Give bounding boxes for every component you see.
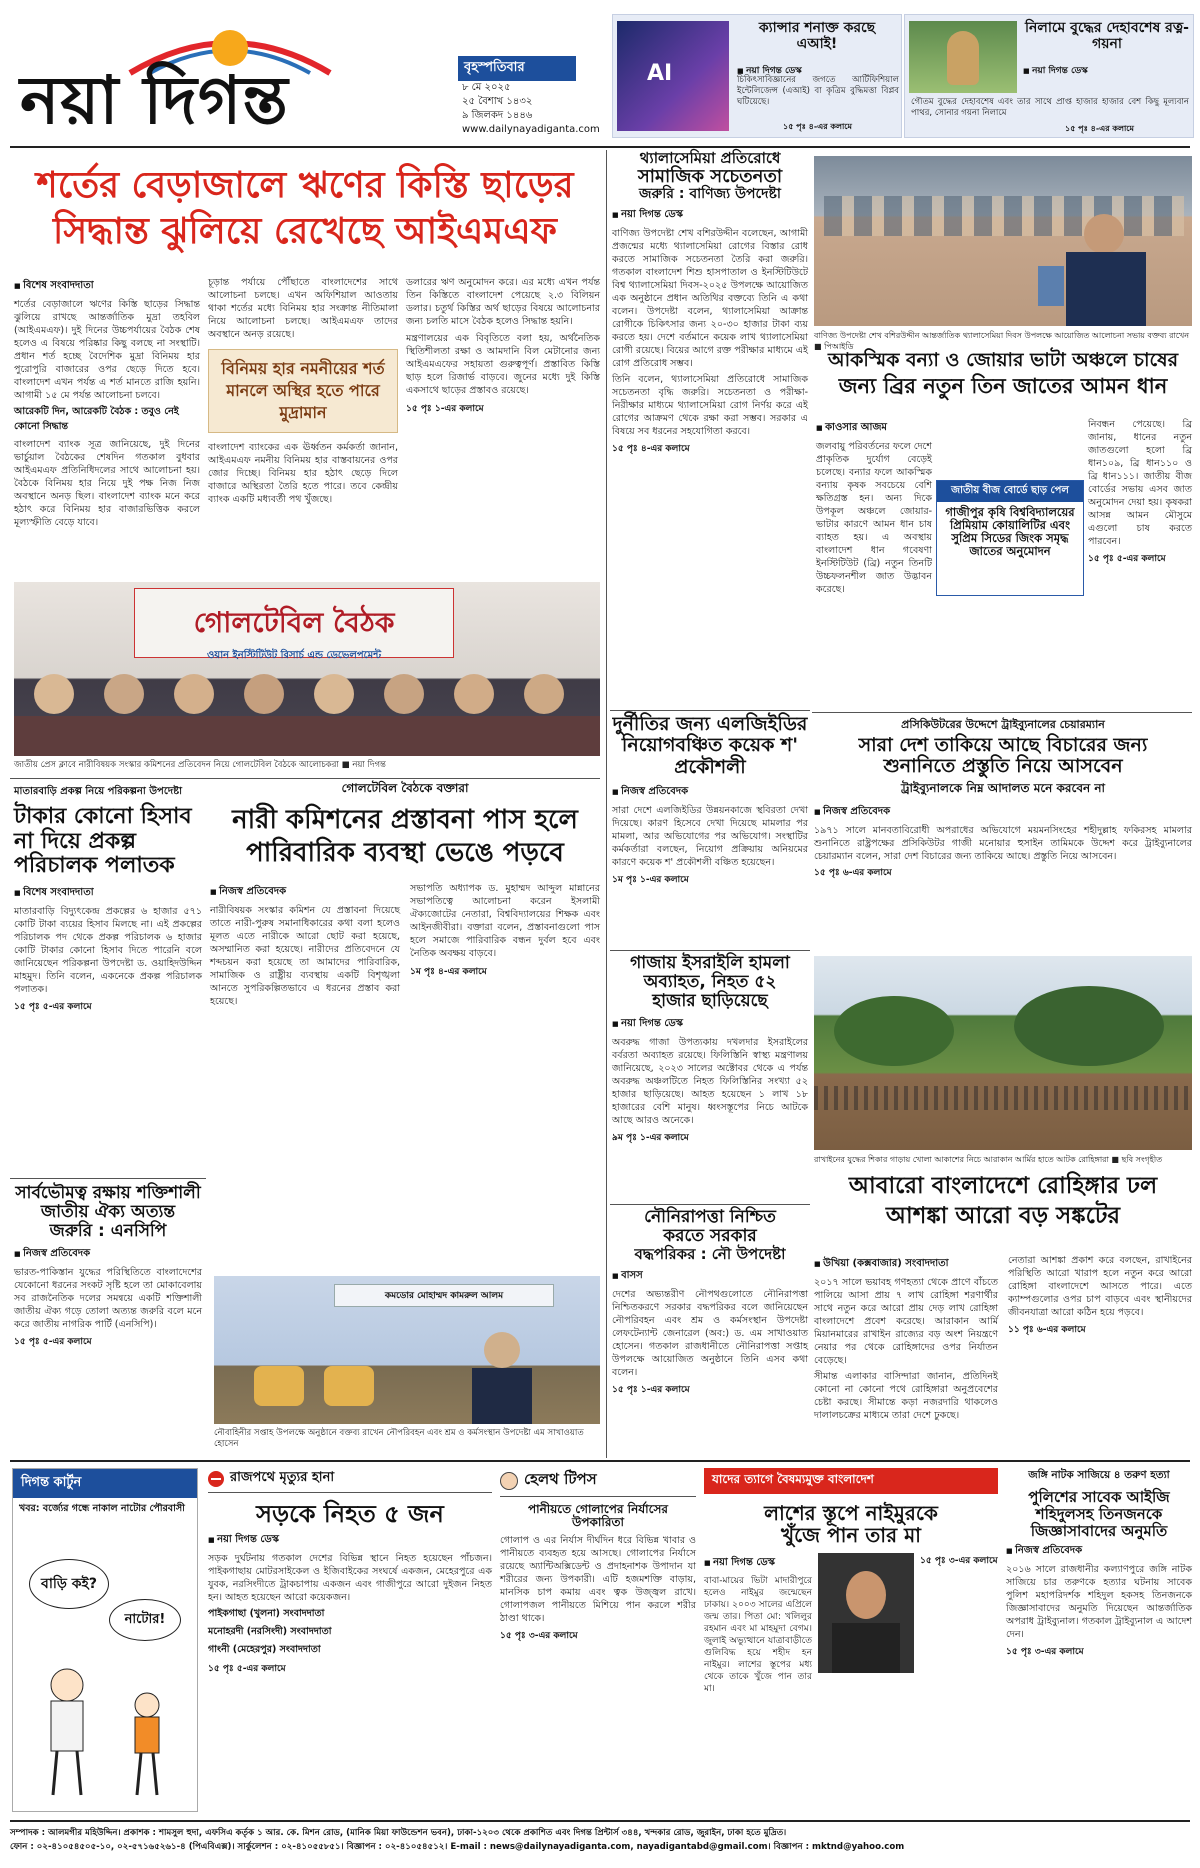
banner-org: ওয়ান ইনস্টিটিউট রিসার্চ এন্ড ডেভেলপমেন্ট bbox=[206, 650, 382, 661]
maritime-title1: নৌনিরাপত্তা নিশ্চিত bbox=[644, 1207, 776, 1227]
rohingya-headline[interactable] bbox=[814, 1174, 1192, 1246]
thal-text: বাণিজ্য উপদেষ্টা শেখ বশিরউদ্দীন বলেছেন, আগামী প্রজন্মের মধ্যে থ্যালাসেমিয়া রোগের বিস্তার রোধ করতে সামাজিক সচেতনতা তৈরি করা জরুরি। গতকাল বাংলাদেশ শিশু হাসপাতাল ও ইনস্টিটিউটে বিশ্ব থ্যালাসেমিয়া দিবস-২০২৫ উপলক্ষে আয়োজিত এক অনুষ্ঠানে প্রধান অতিথির বক্তব্যে তিনি এ কথা বলেন। উপদেষ্টা বলেন, থ্যালাসেমিয়া আক্রান্ত রোগীকে চিকিৎসার জন্য ২০-৩০ হাজার টাকা ব্যয় করতে হয়। দেশে বর্তমানে কয়েক লাখ থ্যালাসেমিয়া রোগী রয়েছে। বিয়ের আগে রক্ত পরীক্ষার মাধ্যমে এই রোগ প্রতিরোধ সম্ভব। bbox=[612, 227, 808, 369]
matarbari-cont: ১৫ পৃঃ ৫-এর কলামে bbox=[14, 1001, 92, 1012]
no-entry-icon bbox=[208, 1471, 224, 1487]
sov-title1: সার্বভৌমত্ব রক্ষায় শক্তিশালী bbox=[15, 1183, 201, 1203]
rohingya-col1 bbox=[814, 1254, 998, 1454]
police-kicker: জঙ্গি নাটক সাজিয়ে ৪ তরুণ হত্যা bbox=[1028, 1469, 1170, 1481]
roundtable-kicker: গোলটেবিল বৈঠকে বক্তারা bbox=[341, 781, 469, 795]
lead-headline[interactable] bbox=[10, 166, 600, 270]
lead-cont: ১৫ পৃঃ ১-এর কলামে bbox=[406, 404, 484, 414]
teaser-ai[interactable] bbox=[612, 14, 902, 138]
lged-title1: দুর্নীতির জন্য এলজিইডির bbox=[612, 713, 808, 735]
accident-title: সড়কে নিহত ৫ জন bbox=[256, 1500, 444, 1528]
rohingya-photo bbox=[814, 956, 1192, 1150]
tribunal-headline-line2: শুনানিতে প্রস্তুতি নিয়ে আসবেন bbox=[883, 755, 1123, 778]
teaser-ai-text: চিকিৎসাবিজ্ঞানের জগতে আর্টিফিশিয়াল ইন্টেলিজেন্স (এআই) বা কৃত্রিম বুদ্ধিমত্তা বিপ্লব ঘটিয়েছে। bbox=[737, 75, 899, 107]
lead-pullquote: বিনিময় হার নমনীয়ের শর্ত মানলে অস্থির হতে পারে মুদ্রামান bbox=[208, 349, 398, 433]
health-text: গোলাপ ও এর নির্যাস দীর্ঘদিন ধরে বিভিন্ন খাবার ও পানীয়তে ব্যবহৃত হয়ে আসছে। গোলাপের নির্যাসে রয়েছে অ্যান্টিঅক্সিডেন্ট ও প্রদাহনাশক উপাদান যা শরীরের জন্য উপকারী। এটি হজমশক্তি বাড়ায়, মানসিক চাপ কমায় এবং ত্বক উজ্জ্বল রাখে। গোলাপজল পানীয়তে মিশিয়ে পান করলে শরীর ঠাণ্ডা থাকে। bbox=[500, 1534, 696, 1624]
police-text: ২০১৬ সালে রাজধানীর কল্যাণপুরে জঙ্গি নাটক সাজিয়ে চার তরুণকে হত্যার ঘটনায় সাবেক পুলিশ মহাপরিদর্শক শহিদুল হকসহ তিনজনকে জিজ্ঞাসাবাদের অনুমতি দিয়েছেন আন্তর্জাতিক অপরাধ ট্রাইব্যুনাল। গতকাল ট্রাইব্যুনাল এ আদেশ দেন। bbox=[1006, 1564, 1192, 1641]
accident-sub3: গাংনী (মেহেরপুর) সংবাদদাতা bbox=[208, 1643, 321, 1655]
roundtable-photo bbox=[14, 582, 600, 756]
rule bbox=[610, 710, 810, 711]
meeting-photo bbox=[814, 156, 1192, 326]
health-cont: ১৫ পৃঃ ৩-এর কলামে bbox=[500, 1630, 578, 1641]
tribunal-subhead: ট্রাইব্যুনালকে নিম্ন আদালত মনে করবেন না bbox=[901, 780, 1105, 795]
cartoon-box bbox=[12, 1468, 198, 1812]
navy-photo bbox=[214, 1276, 600, 1424]
rice-text: জলবায়ু পরিবর্তনের ফলে দেশে প্রাকৃতিক দুর্যোগ বেড়েই চলেছে। বন্যার ফলে আকস্মিক বন্যায় কৃষক সবচেয়ে বেশি ক্ষতিগ্রস্ত হন। অন্য দিকে উপকূল অঞ্চলে জোয়ার-ভাটার কারণে আমন ধান চাষ ব্যাহত হয়। এ অবস্থায় বাংলাদেশ ধান গবেষণা ইনস্টিটিউট (ব্রি) নতুন তিনটি উচ্চফলনশীল জাত উদ্ভাবন করেছে। bbox=[816, 441, 932, 595]
rice-callout-line2: প্রিমিয়াম কোয়ালিটির এবং bbox=[949, 517, 1071, 532]
naimur-text: বাবা-মায়ের ভিটা মাদারীপুরে হলেও নাইমুর জন্মেছেন ঢাকায়। ২০০৩ সালের এপ্রিলে জন্ম তার। পিতা মো: খলিলুর রহমান এবং মা মাহমুদা বেগম। জুলাই অভ্যুত্থানে যাত্রাবাড়ীতে গুলিবিদ্ধ হয়ে শহীদ হন নাইমুর। লাশের স্তূপের মধ্য থেকে তাকে খুঁজে পান তার মা। bbox=[704, 1575, 812, 1694]
sov-byline: ■ নিজস্ব প্রতিবেদক bbox=[14, 1246, 202, 1263]
lead-headline-line2: সিদ্ধান্ত ঝুলিয়ে রেখেছে আইএমএফ bbox=[53, 211, 557, 253]
accident-byline: ■ নয়া দিগন্ত ডেস্ক bbox=[208, 1532, 492, 1549]
teaser-buddha-cont: ১৫ পৃঃ ৪-এর কলামে bbox=[1065, 124, 1134, 133]
rule bbox=[812, 712, 1192, 713]
matarbari-title1: টাকার কোনো হিসাব bbox=[14, 804, 192, 829]
rohingya-col2 bbox=[1008, 1254, 1192, 1454]
police-story[interactable] bbox=[1006, 1468, 1192, 1812]
accident-story[interactable] bbox=[208, 1468, 492, 1812]
lged-byline: ■ নিজস্ব প্রতিবেদক bbox=[612, 784, 808, 801]
cartoon-tag: দিগন্ত কার্টুন bbox=[13, 1469, 197, 1498]
masthead bbox=[10, 12, 605, 140]
accident-sub2: মনোহরদী (নরসিংদী) সংবাদদাতা bbox=[208, 1625, 332, 1637]
website-link[interactable]: www.dailynayadiganta.com bbox=[462, 124, 600, 135]
cartoon-figures bbox=[17, 1655, 197, 1805]
lead-col1 bbox=[14, 276, 200, 576]
rice-headline[interactable] bbox=[814, 350, 1192, 410]
rohingya-caption-src: ছবি সংগৃহীত bbox=[1121, 1155, 1163, 1164]
naimur-cont: ১৫ পৃঃ ৩-এর কলামে bbox=[920, 1555, 998, 1566]
accident-text: সড়ক দুর্ঘটনায় গতকাল দেশের বিভিন্ন স্থানে নিহত হয়েছেন পাঁচজন। পাইকগাছায় মোটরসাইকেল ও ইজিবাইকের সংঘর্ষে একজন, মেহেরপুরে এক যুবক, নরসিংদীতে ট্রাকচাপায় একজন এবং গাজীপুরে আরো দুইজন নিহত হন। আহত হয়েছেন আরো কয়েকজন। bbox=[208, 1552, 492, 1603]
rice-callout-line1: গাজীপুর কৃষি বিশ্ববিদ্যালয়ের bbox=[945, 505, 1075, 519]
teaser-buddha[interactable] bbox=[904, 14, 1194, 138]
naimur-title2: খুঁজে পান তার মা bbox=[781, 1523, 921, 1548]
teaser-ai-title: ক্যান্সার শনাক্ত করছে এআই! bbox=[758, 20, 876, 52]
roundtable-text2: সভাপতি অধ্যাপক ড. মুহাম্মদ আব্দুল মান্নানের সভাপতিত্বে আলোচনা করেন ইসলামী ঐক্যজোটের নেতারা, বিশ্ববিদ্যালয়ের শিক্ষক এবং আইনজীবীরা। বক্তারা বলেন, প্রস্তাবনাগুলো পাস হলে সমাজে পারিবারিক বন্ধন দুর্বল হবে এবং নৈতিক অবক্ষয় বাড়বে। bbox=[410, 883, 600, 960]
rule bbox=[10, 1460, 1190, 1462]
tribunal-kicker: প্রসিকিউটরের উদ্দেশে ট্রাইব্যুনালের চেয়ারম্যান bbox=[901, 718, 1105, 731]
police-title3: জিজ্ঞাসাবাদের অনুমতি bbox=[1030, 1521, 1168, 1540]
tribunal-text: ১৯৭১ সালে মানবতাবিরোধী অপরাধের অভিযোগে ময়মনসিংহের শহীদুল্লাহ ফকিরসহ মামলার শুনানিতে রাষ্ট্রপক্ষের প্রসিকিউটর গাজী মনোয়ার হুসাইন তামিমকে উদ্দেশ করে ট্রাইব্যুনালের চেয়ারম্যান বলেন, সারা দেশ বিচারের জন্য তাকিয়ে আছে। প্রস্তুতি নিয়ে আসবেন। bbox=[814, 824, 1192, 862]
date-bn: ২৫ বৈশাখ ১৪৩২ bbox=[462, 96, 533, 107]
lead-text4: বাংলাদেশ ব্যাংকের এক ঊর্ধ্বতন কর্মকর্তা জানান, আইএমএফ নমনীয় বিনিময় হার বাস্তবায়নের ওপর জোর দিচ্ছে। বিনিময় হার হঠাৎ ছেড়ে দিলে বাজারে অস্থিরতা তৈরি হতে পারে। তবে কেন্দ্রীয় ব্যাংক একটি মধ্যবর্তী পথ খুঁজছে। bbox=[208, 442, 398, 505]
matarbari-story[interactable] bbox=[14, 784, 202, 1174]
maritime-story[interactable] bbox=[612, 1208, 808, 1454]
rice-callout-line3: সুপ্রিম সিডের জিংক সমৃদ্ধ bbox=[951, 530, 1069, 545]
doctor-icon bbox=[500, 1472, 518, 1490]
naimur-title1: লাশের স্তূপে নাইমুরকে bbox=[764, 1501, 938, 1525]
lged-cont: ১ম পৃঃ ১-এর কলামে bbox=[612, 874, 689, 885]
maritime-title3: বদ্ধপরিকর : নৌ উপদেষ্টা bbox=[634, 1245, 786, 1264]
roundtable-caption-text: জাতীয় প্রেস ক্লাবে নারীবিষয়ক সংস্কার কমিশনের প্রতিবেদন নিয়ে গোলটেবিল বৈঠকে আলোচকরা bbox=[14, 760, 339, 770]
rohingya-text2: সীমান্ত এলাকার বাসিন্দারা জানান, প্রতিদিনই কোনো না কোনো পথে রোহিঙ্গারা অনুপ্রবেশের চেষ্টা করছে। সীমান্তে কড়া নজরদারি থাকলেও দালালচক্রের মাধ্যমে তারা দেশে ঢুকছে। bbox=[814, 1371, 998, 1421]
rule bbox=[606, 150, 607, 1458]
accident-tag: রাজপথে মৃত্যুর হানা bbox=[230, 1470, 335, 1485]
thal-byline: ■ নয়া দিগন্ত ডেস্ক bbox=[612, 207, 808, 224]
buddha-image bbox=[909, 21, 1017, 93]
lead-col2 bbox=[208, 276, 398, 576]
rohingya-headline-line1: আবারো বাংলাদেশে রোহিঙ্গার ঢল bbox=[848, 1173, 1158, 1199]
thal-title3: জরুরি : বাণিজ্য উপদেষ্টা bbox=[639, 185, 781, 202]
roundtable-headline-line1: নারী কমিশনের প্রস্তাবনা পাস হলে bbox=[232, 805, 578, 835]
roundtable-story[interactable] bbox=[210, 780, 600, 1270]
date-en: ৮ মে ২০২৫ bbox=[462, 82, 511, 93]
naimur-photo bbox=[818, 1553, 914, 1673]
sov-title2: জাতীয় ঐক্য অত্যন্ত bbox=[40, 1202, 176, 1223]
rohingya-caption-text: রাখাইনের যুদ্ধের শিকার গাড়ায় খোলা আকাশের নিচে আরাকান আর্মির হাতে আটক রোহিঙ্গারা bbox=[814, 1155, 1109, 1164]
gaza-title1: গাজায় ইসরাইলি হামলা bbox=[630, 953, 790, 973]
rohingya-text3: নেতারা আশঙ্কা প্রকাশ করে বলছেন, রাখাইনের পরিস্থিতি আরো খারাপ হলে নতুন করে আরো রোহিঙ্গা বাংলাদেশে আসতে পারে। এতে ক্যাম্পগুলোর ওপর চাপ বাড়বে এবং স্থানীয়দের জীবনযাত্রা আরো কঠিন হয়ে পড়বে। bbox=[1008, 1255, 1192, 1318]
lead-text6: মন্ত্রণালয়ের এক বিবৃতিতে বলা হয়, অর্থনৈতিক স্থিতিশীলতা রক্ষা ও আমদানি বিল মেটানোর জন্য আইএমএফের সহায়তা গুরুত্বপূর্ণ। প্রস্তাবিত কিস্তি ছাড় হলে রিজার্ভ বাড়বে। জুনের মধ্যে দুই কিস্তি একসাথে ছাড়ের প্রস্তাবও রয়েছে। bbox=[406, 333, 600, 396]
lead-subhead: আরেকটি দিন, আরেকটি বৈঠক : তবুও নেই কোনো সিদ্ধান্ত bbox=[14, 406, 179, 432]
matarbari-kicker: মাতারবাড়ি প্রকল্প নিয়ে পরিকল্পনা উপদেষ্টা bbox=[14, 786, 182, 797]
gaza-byline: ■ নয়া দিগন্ত ডেস্ক bbox=[612, 1016, 808, 1033]
gaza-title2: অব্যাহত, নিহত ৫২ bbox=[643, 972, 777, 993]
cartoon-bubble2: নাটোর! bbox=[109, 1599, 181, 1641]
matarbari-title2: না দিয়ে প্রকল্প bbox=[14, 828, 136, 854]
matarbari-text: মাতারবাড়ি বিদ্যুৎকেন্দ্র প্রকল্পের ৬ হাজার ৫৭১ কোটি টাকা ব্যয়ের হিসাব মিলছে না। এই প্রকল্পের পরিচালক পদ থেকে প্রকল্প পরিচালক ৬ হাজার কোটি টাকার কোনো হিসাব দিতে পারেনি বলে জানিয়েছেন পরিকল্পনা উপদেষ্টা ড. ওয়াহিদউদ্দিন মাহমুদ। তিনি বলেন, একনেকে প্রকল্প পরিচালক পলাতক। bbox=[14, 905, 202, 995]
rice-text2: নিবন্ধন পেয়েছে। ব্রি জানায়, ধানের নতুন জাতগুলো হলো ব্রি ধান১০৯, ব্রি ধান১১০ ও ব্রি ধান১১১। জাতীয় বীজ বোর্ডের সভায় এসব জাত অনুমোদন দেয়া হয়। কৃষকরা আসন্ন আমন মৌসুমে এগুলো চাষ করতে পারবেন। bbox=[1088, 419, 1192, 547]
naimur-byline: ■ নয়া দিগন্ত ডেস্ক bbox=[704, 1555, 812, 1572]
lead-text5: ডলারের ঋণ অনুমোদন করে। এর মধ্যে এখন পর্যন্ত তিন কিস্তিতে বাংলাদেশ পেয়েছে ২.৩ বিলিয়ন ডলার। চতুর্থ কিস্তির অর্থ ছাড়ের বিষয়ে আলোচনার জন্য চলতি মাসে বৈঠক হলেও সিদ্ধান্ত হয়নি। bbox=[406, 277, 600, 327]
health-story[interactable] bbox=[500, 1468, 696, 1812]
lged-title3: প্রকৌশলী bbox=[674, 755, 746, 778]
sov-cont: ১৫ পৃঃ ৫-এর কলামে bbox=[14, 1337, 92, 1348]
sov-text: ভারত-পাকিস্তান যুদ্ধের পরিস্থিতিতে বাংলাদেশের যেকোনো ধরনের সংকট সৃষ্টি হলে তা মোকাবেলায় সব রাজনৈতিক দলের সমন্বয়ে একটি শক্তিশালী জাতীয় ঐক্য গড়ে তোলা অত্যন্ত জরুরি বলে মনে করে জাতীয় নাগরিক পার্টি (এনসিপি)। bbox=[14, 1267, 202, 1331]
footer-line1: সম্পাদক : আলমগীর মহিউদ্দিন। প্রকাশক : শামসুল হুদা, এফসিএ কর্তৃক ১ আর. কে. মিশন রোড, (মানিক মিয়া ফাউন্ডেশন ভবন), ঢাকা-১২০৩ থেকে প্রকাশিত এবং দিগন্ত প্রিন্টার্স ৩৪৪, খন্দকার রোড, জুরাইন, ঢাকা হতে মুদ্রিত। bbox=[10, 1828, 787, 1838]
rice-headline-line2: জন্য ব্রির নতুন তিন জাতের আমন ধান bbox=[838, 374, 1168, 399]
police-cont: ১৫ পৃঃ ৩-এর কলামে bbox=[1006, 1647, 1084, 1658]
lead-byline: ■ বিশেষ সংবাদদাতা bbox=[14, 278, 200, 295]
rohingya-text1: ২০১৭ সালে ভয়াবহ গণহত্যা থেকে প্রাণে বাঁচতে পালিয়ে আসা প্রায় ৭ লাখ রোহিঙ্গা শরণার্থীর সাথে নতুন করে আরো প্রায় দেড় লাখ রোহিঙ্গা বাংলাদেশে প্রবেশ করেছে। আরাকান আর্মি মিয়ানমারের রাখাইন রাজ্যের বড় অংশ নিয়ন্ত্রণে নেয়ার পর থেকে রোহিঙ্গাদের ওপর নির্যাতন বেড়েছে। bbox=[814, 1277, 998, 1366]
rule bbox=[10, 778, 600, 779]
maritime-cont: ১৫ পৃঃ ১-এর কলামে bbox=[612, 1384, 690, 1395]
thal-text2: তিনি বলেন, থ্যালাসেমিয়া প্রতিরোধে সামাজিক সচেতনতা বৃদ্ধি জরুরি। সচেতনতা ও পরীক্ষা-নিরীক্ষার মাধ্যমে থ্যালাসেমিয়া রোগ নির্ণয় করে এই রোগের আক্রমণ থেকে রক্ষা করা সম্ভব। সরকার এ বিষয়ে সব ধরনের সহযোগিতা করবে। bbox=[612, 373, 808, 437]
roundtable-caption-src: নয়া দিগন্ত bbox=[352, 760, 386, 770]
rohingya-caption: রাখাইনের যুদ্ধের শিকার গাড়ায় খোলা আকাশের নিচে আরাকান আর্মির হাতে আটক রোহিঙ্গারা ■ ছবি সংগৃহীত bbox=[814, 1155, 1163, 1164]
teaser-ai-cont: ১৫ পৃঃ ৪-এর কলামে bbox=[783, 122, 852, 131]
rice-callout-line4: জাতের অনুমোদন bbox=[969, 543, 1051, 558]
gaza-title3: হাজার ছাড়িয়েছে bbox=[652, 991, 768, 1012]
police-title1: পুলিশের সাবেক আইজি bbox=[1028, 1488, 1170, 1506]
footer bbox=[10, 1826, 1190, 1862]
teaser-buddha-source: ■ নয়া দিগন্ত ডেস্ক bbox=[1023, 63, 1088, 78]
police-title2: শহিদুলসহ তিনজনকে bbox=[1035, 1504, 1163, 1523]
health-tag: হেলথ টিপস bbox=[524, 1470, 597, 1488]
tribunal-cont: ১৫ পৃঃ ৬-এর কলামে bbox=[814, 867, 892, 878]
footer-line2: ফোন : ০২-৪১০৫৪৫০৫-১০, ০২-৫৭১৬৫২৬১-৪ (পিএবিএক্স)। সার্কুলেশন : ০২-৪১০৫৫৮৫১। বিজ্ঞাপন : ০২-৪১০৫৪৫১২। E-mail : news@dailynayadiganta.com, nayadigantabd@gmail.com। বিজ্ঞাপন : mktnd@yahoo.com bbox=[10, 1842, 905, 1852]
teaser-ai-source: ■ নয়া দিগন্ত ডেস্ক bbox=[737, 63, 802, 78]
rohingya-cont: ১১ পৃঃ ৬-এর কলামে bbox=[1008, 1325, 1086, 1335]
ai-image: AI bbox=[617, 21, 729, 131]
gaza-story[interactable] bbox=[612, 954, 808, 1204]
meeting-caption-src: পিআইডি bbox=[824, 342, 854, 351]
cartoon-caption: খবর: বর্জ্যের গন্ধে নাকাল নাটোর পৌরবাসী bbox=[19, 1503, 185, 1514]
rule bbox=[10, 1820, 1190, 1822]
roundtable-cont: ১ম পৃঃ ৪-এর কলামে bbox=[410, 967, 487, 978]
thal-title1: থ্যালাসেমিয়া প্রতিরোধে bbox=[639, 149, 781, 167]
meeting-caption-text: বাণিজ্য উপদেষ্টা শেখ বশিরউদ্দীন আন্তর্জাতিক থ্যালাসেমিয়া দিবস উপলক্ষে আয়োজিত আলোচনা সভায় বক্তব্য রাখেন bbox=[814, 331, 1190, 340]
cartoon-bubble1: বাড়ি কই? bbox=[29, 1559, 109, 1609]
meeting-caption: বাণিজ্য উপদেষ্টা শেখ বশিরউদ্দীন আন্তর্জাতিক থ্যালাসেমিয়া দিবস উপলক্ষে আয়োজিত আলোচনা সভায় বক্তব্য রাখেন ■ পিআইডি bbox=[814, 331, 1190, 351]
accident-cont: ১৫ পৃঃ ৫-এর কলামে bbox=[208, 1663, 286, 1674]
rule bbox=[610, 1204, 810, 1205]
naimur-story[interactable] bbox=[704, 1468, 998, 1812]
maritime-text: দেশের অভ্যন্তরীণ নৌপথগুলোতে নৌনিরাপত্তা নিশ্চিতকরণে সরকার বদ্ধপরিকর বলে জানিয়েছেন নৌপরিবহন এবং শ্রম ও কর্মসংস্থান উপদেষ্টা লেফটেন্যান্ট জেনারেল (অব:) ড. এম সাখাওয়াত হোসেন। গতকাল রাজধানীতে নৌনিরাপত্তা সপ্তাহ উপলক্ষে আয়োজিত অনুষ্ঠানে তিনি এসব কথা বলেন। bbox=[612, 1288, 808, 1378]
sov-title3: জরুরি : এনসিপি bbox=[49, 1221, 167, 1242]
thal-story[interactable] bbox=[612, 150, 808, 710]
rohingya-headline-line2: আশঙ্কা আরো বড় সঙ্কটের bbox=[885, 1202, 1121, 1229]
accident-sub1: পাইকগাছা (খুলনা) সংবাদদাতা bbox=[208, 1607, 325, 1619]
tribunal-story[interactable] bbox=[814, 716, 1192, 952]
gaza-cont: ৯ম পৃঃ ১-এর কলামে bbox=[612, 1133, 689, 1144]
teaser-buddha-text: গৌতম বুদ্ধের দেহাবশেষ এবং তার সাথে প্রাপ্ত হাজার হাজার বেশ কিছু মূল্যবান পাথর, সোনার গয়না নিলামে bbox=[911, 97, 1189, 118]
matarbari-byline: ■ বিশেষ সংবাদদাতা bbox=[14, 885, 202, 902]
teaser-buddha-title: নিলামে বুদ্ধের দেহাবশেষ রত্ন-গয়না bbox=[1025, 20, 1189, 52]
masthead-rule bbox=[10, 146, 1190, 148]
rule bbox=[610, 950, 810, 951]
rice-headline-line1: আকস্মিক বন্যা ও জোয়ার ভাটা অঞ্চলে চাষের bbox=[827, 349, 1179, 371]
health-title: পানীয়তে গোলাপের নির্যাসের উপকারিতা bbox=[527, 1502, 668, 1530]
police-byline: ■ নিজস্ব প্রতিবেদক bbox=[1006, 1543, 1192, 1560]
tribunal-byline: ■ নিজস্ব প্রতিবেদক bbox=[814, 804, 1192, 821]
logo: নয়া দিগন্ত bbox=[20, 62, 289, 139]
navy-caption: নৌবাহিনীর সপ্তাহ উপলক্ষে অনুষ্ঠানে বক্তব্য রাখেন নৌপরিবহন এবং শ্রম ও কর্মসংস্থান উপদেষ্টা এম সাখাওয়াত হোসেন bbox=[214, 1428, 584, 1449]
roundtable-caption: জাতীয় প্রেস ক্লাবে নারীবিষয়ক সংস্কার কমিশনের প্রতিবেদন নিয়ে গোলটেবিল বৈঠকে আলোচকরা ■ নয়া দিগন্ত bbox=[14, 760, 386, 770]
lged-text: সারা দেশে এলজিইডির উন্নয়নকাজে স্থবিরতা দেখা দিয়েছে। কারণ হিসেবে দেখা দিয়েছে মামলার পর মামলা, আর অভিযোগের পর অভিযোগ। সংস্থাটির কর্মকর্তারা বলছেন, নিয়োগ প্রক্রিয়ায় অনিয়মের কারণে কয়েক শ' প্রকৌশলী বঞ্চিত হয়েছেন। bbox=[612, 804, 808, 868]
maritime-title2: করতে সরকার bbox=[663, 1226, 757, 1247]
rohingya-byline: ■ উখিয়া (কক্সবাজার) সংবাদদাতা bbox=[814, 1256, 998, 1273]
matarbari-title3: পরিচালক পলাতক bbox=[14, 853, 175, 879]
lged-title2: নিয়োগবঞ্চিত কয়েক শ' bbox=[621, 734, 799, 757]
lead-text1: শর্তের বেড়াজালে ঋণের কিস্তি ছাড়ের সিদ্ধান্ত ঝুলিয়ে রাখছে আন্তর্জাতিক মুদ্রা তহবিল (আইএমএফ)। দুই দিনের উচ্চপর্যায়ের বৈঠক শেষ হলেও এ বিষয়ে পরিষ্কার কিছু বলছে না সংস্থাটি। প্রধান শর্ত হচ্ছে বৈদেশিক মুদ্রা বিনিময় হার পুরোপুরি বাজারের ওপর ছেড়ে দিতে হবে। বাংলাদেশ এখন পর্যন্ত এ শর্ত মানতে রাজি হয়নি। আগামী ১৫ মে পর্যন্ত আলোচনা চলবে। bbox=[14, 299, 200, 401]
rice-callout-kicker: জাতীয় বীজ বোর্ডে ছাড় পেল bbox=[937, 481, 1083, 502]
rice-cont: ১৫ পৃঃ ৫-এর কলামে bbox=[1088, 554, 1166, 564]
maritime-byline: ■ বাসস bbox=[612, 1268, 808, 1285]
roundtable-headline-line2: পারিবারিক ব্যবস্থা ভেঙে পড়বে bbox=[246, 838, 564, 869]
rice-col1 bbox=[816, 418, 932, 708]
rice-callout bbox=[936, 480, 1084, 596]
roundtable-byline: ■ নিজস্ব প্রতিবেদক bbox=[210, 884, 400, 901]
day-label: বৃহস্পতিবার bbox=[458, 56, 576, 81]
gaza-text: অবরুদ্ধ গাজা উপত্যকায় দখলদার ইসরাইলের বর্বরতা অব্যাহত রয়েছে। ফিলিস্তিনি স্বাস্থ্য মন্ত্রণালয় জানিয়েছে, ২০২৩ সালের অক্টোবর থেকে এ পর্যন্ত অবরুদ্ধ অঞ্চলটিতে নিহত ফিলিস্তিনির সংখ্যা ৫২ হাজার ছাড়িয়েছে। আহত হয়েছেন ১ লাখ ১৮ হাজারের বেশি মানুষ। ধ্বংসস্তূপের নিচে আটকে আছে আরও অনেকে। bbox=[612, 1037, 808, 1127]
thal-cont: ১৫ পৃঃ ৪-এর কলামে bbox=[612, 443, 690, 454]
roundtable-text1: নারীবিষয়ক সংস্কার কমিশন যে প্রস্তাবনা দিয়েছে তাতে নারী-পুরুষ সমানাধিকারের কথা বলা হলেও মূলত এতে নারীকে আরো ছোট করা হয়েছে, অসম্মানিত করা হয়েছে। নারীদের প্রতিবেদনে যে শব্দচয়ন করা হয়েছে তা আমাদের পারিবারিক, সামাজিক ও রাষ্ট্রীয় ব্যবস্থায় একটি বিশৃঙ্খলা আনতে সুপরিকল্পিতভাবে এ ধরনের প্রস্তাব করা হয়েছে। bbox=[210, 905, 400, 1008]
sovereignty-story[interactable] bbox=[14, 1184, 202, 1454]
date-hijri: ৯ জিলকদ ১৪৪৬ bbox=[462, 110, 533, 121]
tribunal-headline-line1: সারা দেশ তাকিয়ে আছে বিচারের জন্য bbox=[858, 734, 1148, 756]
navy-banner: কমডোর মোহাম্মদ কামরুল আলম bbox=[334, 1284, 554, 1307]
banner-title: গোলটেবিল বৈঠক bbox=[193, 606, 395, 639]
lead-col3 bbox=[406, 276, 600, 576]
rice-byline: ■ কাওসার আজম bbox=[816, 420, 932, 437]
lged-story[interactable] bbox=[612, 714, 808, 950]
lead-headline-line1: শর্তের বেড়াজালে ঋণের কিস্তি ছাড়ের bbox=[36, 165, 574, 206]
lead-text2: বাংলাদেশ ব্যাংক সূত্র জানিয়েছে, দুই দিনের ভার্চুয়াল বৈঠকের শেষদিন গতকাল বুধবার আইএমএফ প্রতিনিধিদলের সাথে আলোচনা হয়। বৈঠকে বিনিময় হার নিয়ে দুই পক্ষ নিজ নিজ অবস্থানে অনড় ছিল। বাংলাদেশ ব্যাংক মনে করে হঠাৎ করে বিনিময় হার বাজারভিত্তিক করলে মূল্যস্ফীতি বেড়ে যাবে। bbox=[14, 439, 200, 528]
naimur-tag: যাদের ত্যাগে বৈষম্যমুক্ত বাংলাদেশ bbox=[704, 1468, 998, 1494]
thal-title2: সামাজিক সচেতনতা bbox=[637, 165, 783, 187]
lead-text3: চূড়ান্ত পর্যায়ে পৌঁছাতে বাংলাদেশের সাথে আলোচনা চলছে। এখন অফিশিয়াল আওতায় থাকা শর্তের মধ্যে বিনিময় হার সংক্রান্ত নীতিমালা নিয়ে আলোচনা চলছে। আইএমএফ তাদের অবস্থানে অনড় রয়েছে। bbox=[208, 277, 398, 340]
rice-col2 bbox=[1088, 418, 1192, 708]
rule bbox=[10, 1178, 206, 1179]
